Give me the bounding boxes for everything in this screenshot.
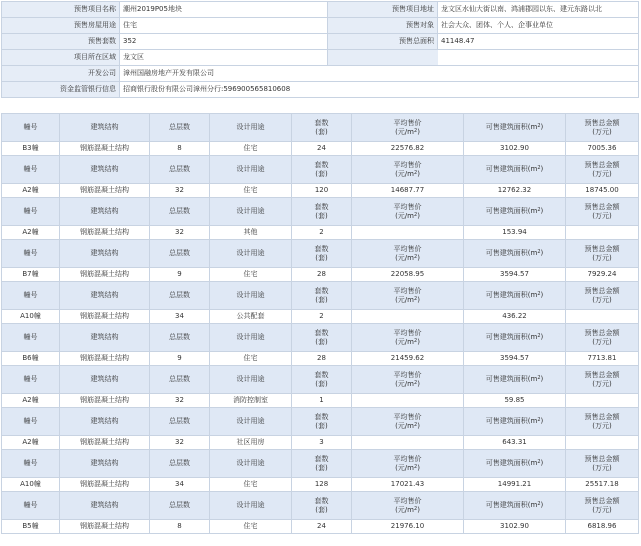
target-value: 社会大众、团体、个人、企事业单位: [438, 18, 639, 34]
building-header-row: [2, 198, 639, 226]
header-building: 幢号: [2, 366, 60, 394]
developer-label: 开发公司: [2, 66, 120, 82]
usage-cell: 住宅: [210, 268, 292, 282]
avg-price-cell: 21459.62: [352, 352, 464, 366]
header-usage: 设计用途: [210, 156, 292, 184]
developer-value: 漳州国融房地产开发有限公司: [120, 66, 639, 82]
info-row: [2, 2, 639, 18]
header-area: 可售建筑面积$(m^2)$: [464, 408, 566, 436]
header-avg-price: 平均售价 (元$/m^2$): [352, 366, 464, 394]
header-avg-price: 平均售价 (元$/m^2$): [352, 114, 464, 142]
building-value-row: [2, 478, 639, 492]
header-avg-price: 平均售价 (元$/m^2$): [352, 240, 464, 268]
header-usage: 设计用途: [210, 282, 292, 310]
floors-cell: 32: [150, 184, 210, 198]
header-area: 可售建筑面积$(m^2)$: [464, 366, 566, 394]
district-value: 龙文区: [120, 50, 328, 66]
header-avg-price: 平均售价 (元$/m^2$): [352, 450, 464, 478]
header-building: 幢号: [2, 408, 60, 436]
header-area: 可售建筑面积$(m^2)$: [464, 492, 566, 520]
building-value-row: [2, 352, 639, 366]
units-label: 预售套数: [2, 34, 120, 50]
header-usage: 设计用途: [210, 492, 292, 520]
address-value: 龙文区水仙大街以南、鸿浦郡园以东、建元东路以北: [438, 2, 639, 18]
floors-cell: 9: [150, 352, 210, 366]
usage-value: 住宅: [120, 18, 328, 34]
header-area: 可售建筑面积$(m^2)$: [464, 198, 566, 226]
building-cell: A2幢: [2, 436, 60, 450]
building-value-row: [2, 184, 639, 198]
total-cell: [566, 310, 639, 324]
floors-cell: 32: [150, 226, 210, 240]
building-header-row: [2, 282, 639, 310]
floors-cell: 34: [150, 478, 210, 492]
total-cell: [566, 436, 639, 450]
building-cell: A2幢: [2, 184, 60, 198]
header-units: 套数 (套): [292, 282, 352, 310]
avg-price-cell: 17021.43: [352, 478, 464, 492]
header-area: 可售建筑面积$(m^2)$: [464, 450, 566, 478]
header-structure: 建筑结构: [60, 366, 150, 394]
header-building: 幢号: [2, 282, 60, 310]
header-structure: 建筑结构: [60, 450, 150, 478]
header-units: 套数 (套): [292, 198, 352, 226]
header-avg-price: 平均售价 (元$/m^2$): [352, 408, 464, 436]
target-label: 预售对象: [328, 18, 438, 34]
avg-price-cell: 21976.10: [352, 520, 464, 534]
avg-price-cell: [352, 310, 464, 324]
header-building: 幢号: [2, 492, 60, 520]
district-label: 项目所在区域: [2, 50, 120, 66]
header-total: 预售总金额 (万元): [566, 282, 639, 310]
area-cell: 3594.57: [464, 268, 566, 282]
header-total: 预售总金额 (万元): [566, 408, 639, 436]
floors-cell: 32: [150, 394, 210, 408]
total-cell: 7713.81: [566, 352, 639, 366]
total-cell: [566, 394, 639, 408]
floors-cell: 32: [150, 436, 210, 450]
bank-value: 招商银行股份有限公司漳州分行:596900565810608: [120, 82, 639, 98]
total-cell: 25517.18: [566, 478, 639, 492]
header-floors: 总层数: [150, 240, 210, 268]
structure-cell: 钢筋混凝土结构: [60, 142, 150, 156]
header-floors: 总层数: [150, 492, 210, 520]
building-value-row: [2, 142, 639, 156]
header-area: 可售建筑面积$(m^2)$: [464, 324, 566, 352]
structure-cell: 钢筋混凝土结构: [60, 394, 150, 408]
total-cell: 18745.00: [566, 184, 639, 198]
empty-value: [438, 50, 639, 66]
header-area: 可售建筑面积$(m^2)$: [464, 156, 566, 184]
building-cell: B6幢: [2, 352, 60, 366]
header-total: 预售总金额 (万元): [566, 240, 639, 268]
area-cell: 14991.21: [464, 478, 566, 492]
header-structure: 建筑结构: [60, 114, 150, 142]
building-cell: A10幢: [2, 478, 60, 492]
units-value: 352: [120, 34, 328, 50]
header-units: 套数 (套): [292, 114, 352, 142]
header-building: 幢号: [2, 450, 60, 478]
header-total: 预售总金额 (万元): [566, 324, 639, 352]
info-row: [2, 66, 639, 82]
usage-cell: 社区用房: [210, 436, 292, 450]
area-cell: 59.85: [464, 394, 566, 408]
building-header-row: [2, 408, 639, 436]
info-row: [2, 18, 639, 34]
usage-cell: 公共配套: [210, 310, 292, 324]
usage-cell: 住宅: [210, 352, 292, 366]
area-cell: 153.94: [464, 226, 566, 240]
building-header-row: [2, 156, 639, 184]
structure-cell: 钢筋混凝土结构: [60, 268, 150, 282]
header-usage: 设计用途: [210, 408, 292, 436]
usage-cell: 住宅: [210, 184, 292, 198]
floors-cell: 8: [150, 142, 210, 156]
header-total: 预售总金额 (万元): [566, 492, 639, 520]
building-value-row: [2, 268, 639, 282]
header-avg-price: 平均售价 (元$/m^2$): [352, 282, 464, 310]
header-usage: 设计用途: [210, 450, 292, 478]
floors-cell: 9: [150, 268, 210, 282]
info-row: [2, 34, 639, 50]
units-cell: 2: [292, 226, 352, 240]
header-structure: 建筑结构: [60, 408, 150, 436]
building-value-row: [2, 436, 639, 450]
total-cell: 6818.96: [566, 520, 639, 534]
building-header-row: [2, 240, 639, 268]
structure-cell: 钢筋混凝土结构: [60, 520, 150, 534]
usage-cell: 住宅: [210, 520, 292, 534]
header-units: 套数 (套): [292, 156, 352, 184]
header-usage: 设计用途: [210, 114, 292, 142]
header-area: 可售建筑面积$(m^2)$: [464, 282, 566, 310]
header-total: 预售总金额 (万元): [566, 450, 639, 478]
building-cell: A2幢: [2, 394, 60, 408]
header-usage: 设计用途: [210, 240, 292, 268]
floors-cell: 8: [150, 520, 210, 534]
building-value-row: [2, 520, 639, 534]
area-value: 41148.47: [438, 34, 639, 50]
header-floors: 总层数: [150, 324, 210, 352]
empty-label: [328, 50, 438, 66]
avg-price-cell: 14687.77: [352, 184, 464, 198]
structure-cell: 钢筋混凝土结构: [60, 184, 150, 198]
total-cell: 7929.24: [566, 268, 639, 282]
units-cell: 120: [292, 184, 352, 198]
units-cell: 128: [292, 478, 352, 492]
units-cell: 3: [292, 436, 352, 450]
area-cell: 3594.57: [464, 352, 566, 366]
project-name-label: 预售项目名称: [2, 2, 120, 18]
units-cell: 1: [292, 394, 352, 408]
header-building: 幢号: [2, 156, 60, 184]
header-total: 预售总金额 (万元): [566, 114, 639, 142]
structure-cell: 钢筋混凝土结构: [60, 352, 150, 366]
header-avg-price: 平均售价 (元$/m^2$): [352, 324, 464, 352]
avg-price-cell: [352, 436, 464, 450]
usage-cell: 其他: [210, 226, 292, 240]
header-area: 可售建筑面积$(m^2)$: [464, 240, 566, 268]
header-floors: 总层数: [150, 156, 210, 184]
structure-cell: 钢筋混凝土结构: [60, 310, 150, 324]
info-row: [2, 50, 639, 66]
header-units: 套数 (套): [292, 408, 352, 436]
header-building: 幢号: [2, 114, 60, 142]
header-structure: 建筑结构: [60, 156, 150, 184]
avg-price-cell: 22058.95: [352, 268, 464, 282]
building-header-row: [2, 492, 639, 520]
units-cell: 24: [292, 520, 352, 534]
header-avg-price: 平均售价 (元$/m^2$): [352, 492, 464, 520]
building-cell: A2幢: [2, 226, 60, 240]
header-building: 幢号: [2, 198, 60, 226]
header-units: 套数 (套): [292, 324, 352, 352]
area-cell: 12762.32: [464, 184, 566, 198]
header-structure: 建筑结构: [60, 240, 150, 268]
building-cell: B5幢: [2, 520, 60, 534]
header-units: 套数 (套): [292, 240, 352, 268]
units-cell: 2: [292, 310, 352, 324]
info-row: [2, 82, 639, 98]
header-total: 预售总金额 (万元): [566, 198, 639, 226]
floors-cell: 34: [150, 310, 210, 324]
building-header-row: [2, 324, 639, 352]
area-cell: 436.22: [464, 310, 566, 324]
header-area: 可售建筑面积$(m^2)$: [464, 114, 566, 142]
units-cell: 28: [292, 352, 352, 366]
avg-price-cell: [352, 394, 464, 408]
header-floors: 总层数: [150, 282, 210, 310]
header-structure: 建筑结构: [60, 324, 150, 352]
header-floors: 总层数: [150, 366, 210, 394]
header-units: 套数 (套): [292, 366, 352, 394]
header-total: 预售总金额 (万元): [566, 366, 639, 394]
building-header-row: [2, 366, 639, 394]
address-label: 预售项目地址: [328, 2, 438, 18]
avg-price-cell: [352, 226, 464, 240]
header-units: 套数 (套): [292, 450, 352, 478]
header-avg-price: 平均售价 (元$/m^2$): [352, 198, 464, 226]
header-floors: 总层数: [150, 450, 210, 478]
header-floors: 总层数: [150, 408, 210, 436]
building-header-row: [2, 114, 639, 142]
header-usage: 设计用途: [210, 324, 292, 352]
bank-label: 资金监管银行信息: [2, 82, 120, 98]
units-cell: 28: [292, 268, 352, 282]
structure-cell: 钢筋混凝土结构: [60, 436, 150, 450]
building-value-row: [2, 310, 639, 324]
usage-cell: 住宅: [210, 142, 292, 156]
building-cell: B7幢: [2, 268, 60, 282]
structure-cell: 钢筋混凝土结构: [60, 478, 150, 492]
building-header-row: [2, 450, 639, 478]
avg-price-cell: 22576.82: [352, 142, 464, 156]
total-cell: [566, 226, 639, 240]
building-table: [1, 113, 639, 534]
header-structure: 建筑结构: [60, 492, 150, 520]
usage-cell: 消防控制室: [210, 394, 292, 408]
usage-label: 预售房屋用途: [2, 18, 120, 34]
units-cell: 24: [292, 142, 352, 156]
area-cell: 3102.90: [464, 520, 566, 534]
header-building: 幢号: [2, 324, 60, 352]
area-label: 预售总面积: [328, 34, 438, 50]
area-cell: 643.31: [464, 436, 566, 450]
header-avg-price: 平均售价 (元$/m^2$): [352, 156, 464, 184]
project-info-table: [1, 1, 639, 98]
total-cell: 7005.36: [566, 142, 639, 156]
header-floors: 总层数: [150, 198, 210, 226]
building-value-row: [2, 394, 639, 408]
header-usage: 设计用途: [210, 366, 292, 394]
building-cell: A10幢: [2, 310, 60, 324]
header-structure: 建筑结构: [60, 282, 150, 310]
building-cell: B3幢: [2, 142, 60, 156]
building-value-row: [2, 226, 639, 240]
usage-cell: 住宅: [210, 478, 292, 492]
project-name-value: 潮州2019P05地块: [120, 2, 328, 18]
structure-cell: 钢筋混凝土结构: [60, 226, 150, 240]
header-total: 预售总金额 (万元): [566, 156, 639, 184]
header-structure: 建筑结构: [60, 198, 150, 226]
header-units: 套数 (套): [292, 492, 352, 520]
area-cell: 3102.90: [464, 142, 566, 156]
header-building: 幢号: [2, 240, 60, 268]
header-floors: 总层数: [150, 114, 210, 142]
header-usage: 设计用途: [210, 198, 292, 226]
